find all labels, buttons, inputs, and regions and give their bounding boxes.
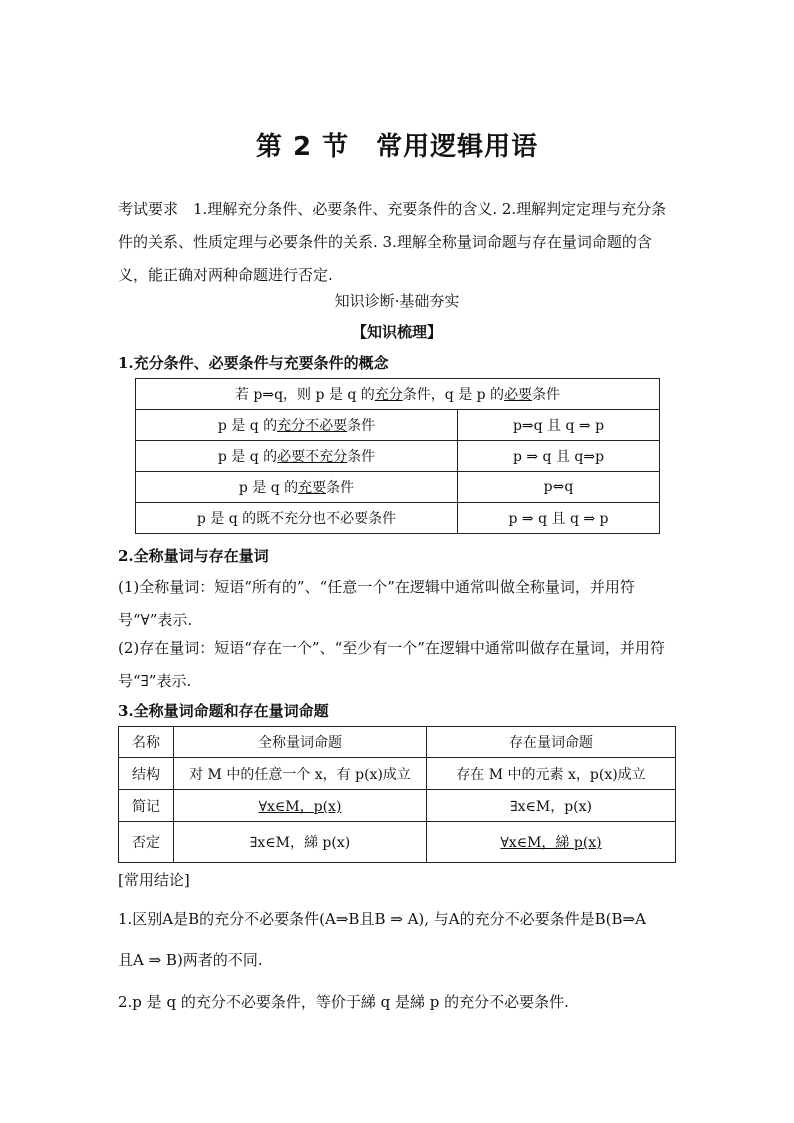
table2-cell: 否定 [119, 822, 174, 863]
conclusion-1-line-2: 且A ⇒ B)两者的不同. [118, 951, 263, 969]
table2-cell: 简记 [119, 790, 174, 822]
table1-cell-right: p⇔q [458, 472, 660, 503]
table2-cell: 对 M 中的任意一个 x，有 p(x)成立 [174, 758, 427, 790]
table2-header: 全称量词命题 [174, 727, 427, 758]
cell-pre: p 是 q 的既不充分也不必要条件 [196, 511, 397, 527]
page-title: 第 2 节 常用逻辑用语 [255, 132, 539, 162]
cell-post: 条件 [347, 449, 376, 465]
table1-cell-right: p ⇒ q 且 q⇒p [458, 441, 660, 472]
table1-cell-left [136, 441, 458, 472]
cell-post: 条件 [326, 480, 355, 496]
cell-underline: 必要不充分 [277, 449, 348, 465]
section-heading: 知识诊断·基础夯实 [334, 292, 460, 310]
paragraph-existential: (2)存在量词：短语“存在一个”、“至少有一个”在逻辑中通常叫做存在量词，并用符号“∃”表示. [118, 639, 665, 690]
paragraph-universal: (1)全称量词：短语“所有的”、“任意一个”在逻辑中通常叫做全称量词，并用符号“∀”表示. [118, 578, 635, 629]
table2-cell: ∀x∈M，p(x) [174, 790, 427, 822]
table2-cell: 结构 [119, 758, 174, 790]
table2-cell: ∀x∈M，綈 p(x) [427, 822, 676, 863]
table2-header: 名称 [119, 727, 174, 758]
exam-requirements: 考试要求 1.理解充分条件、必要条件、充要条件的含义. 2.理解判定定理与充分条件的关系、性质定理与必要条件的关系. 3.理解全称量词命题与存在量词命题的含义，能正确对两种命题进行否定. [118, 200, 667, 284]
cell-pre: p 是 q 的 [217, 418, 278, 434]
header-underline-2: 必要 [504, 387, 533, 403]
heading-1: 1.充分条件、必要条件与充要条件的概念 [118, 354, 389, 372]
conclusion-2: 2.p 是 q 的充分不必要条件，等价于綈 q 是綈 p 的充分不必要条件. [118, 993, 569, 1011]
table1-cell-left [136, 410, 458, 441]
table1-header [136, 379, 660, 410]
conditions-table [135, 378, 660, 534]
conclusion-1-line-1: 1.区别A是B的充分不必要条件(A⇒B且B ⇒ A), 与A的充分不必要条件是B(B⇒A [118, 910, 646, 928]
table1-cell-left [136, 503, 458, 534]
cell-underline: 充分不必要 [277, 418, 348, 434]
table1-cell-right: p ⇒ q 且 q ⇒ p [458, 503, 660, 534]
cell-underline: 充要 [298, 480, 327, 496]
table2-cell: ∃x∈M，綈 p(x) [174, 822, 427, 863]
header-mid: 条件，q 是 p 的 [402, 387, 505, 403]
quantifier-table [118, 726, 676, 863]
subsection-heading: 【知识梳理】 [351, 323, 442, 341]
header-prefix: 若 p⇒q，则 p 是 q 的 [234, 387, 375, 403]
cell-pre: p 是 q 的 [238, 480, 299, 496]
table2-cell: ∃x∈M，p(x) [427, 790, 676, 822]
cell-post: 条件 [347, 418, 376, 434]
table2-cell: 存在 M 中的元素 x，p(x)成立 [427, 758, 676, 790]
header-suffix: 条件 [532, 387, 561, 403]
conclusion-label: [常用结论] [118, 871, 190, 889]
heading-3: 3.全称量词命题和存在量词命题 [118, 702, 329, 720]
table1-cell-right: p⇒q 且 q ⇒ p [458, 410, 660, 441]
cell-pre: p 是 q 的 [217, 449, 278, 465]
header-underline-1: 充分 [374, 387, 403, 403]
table2-header: 存在量词命题 [427, 727, 676, 758]
heading-2: 2.全称量词与存在量词 [118, 547, 269, 565]
table1-cell-left [136, 472, 458, 503]
